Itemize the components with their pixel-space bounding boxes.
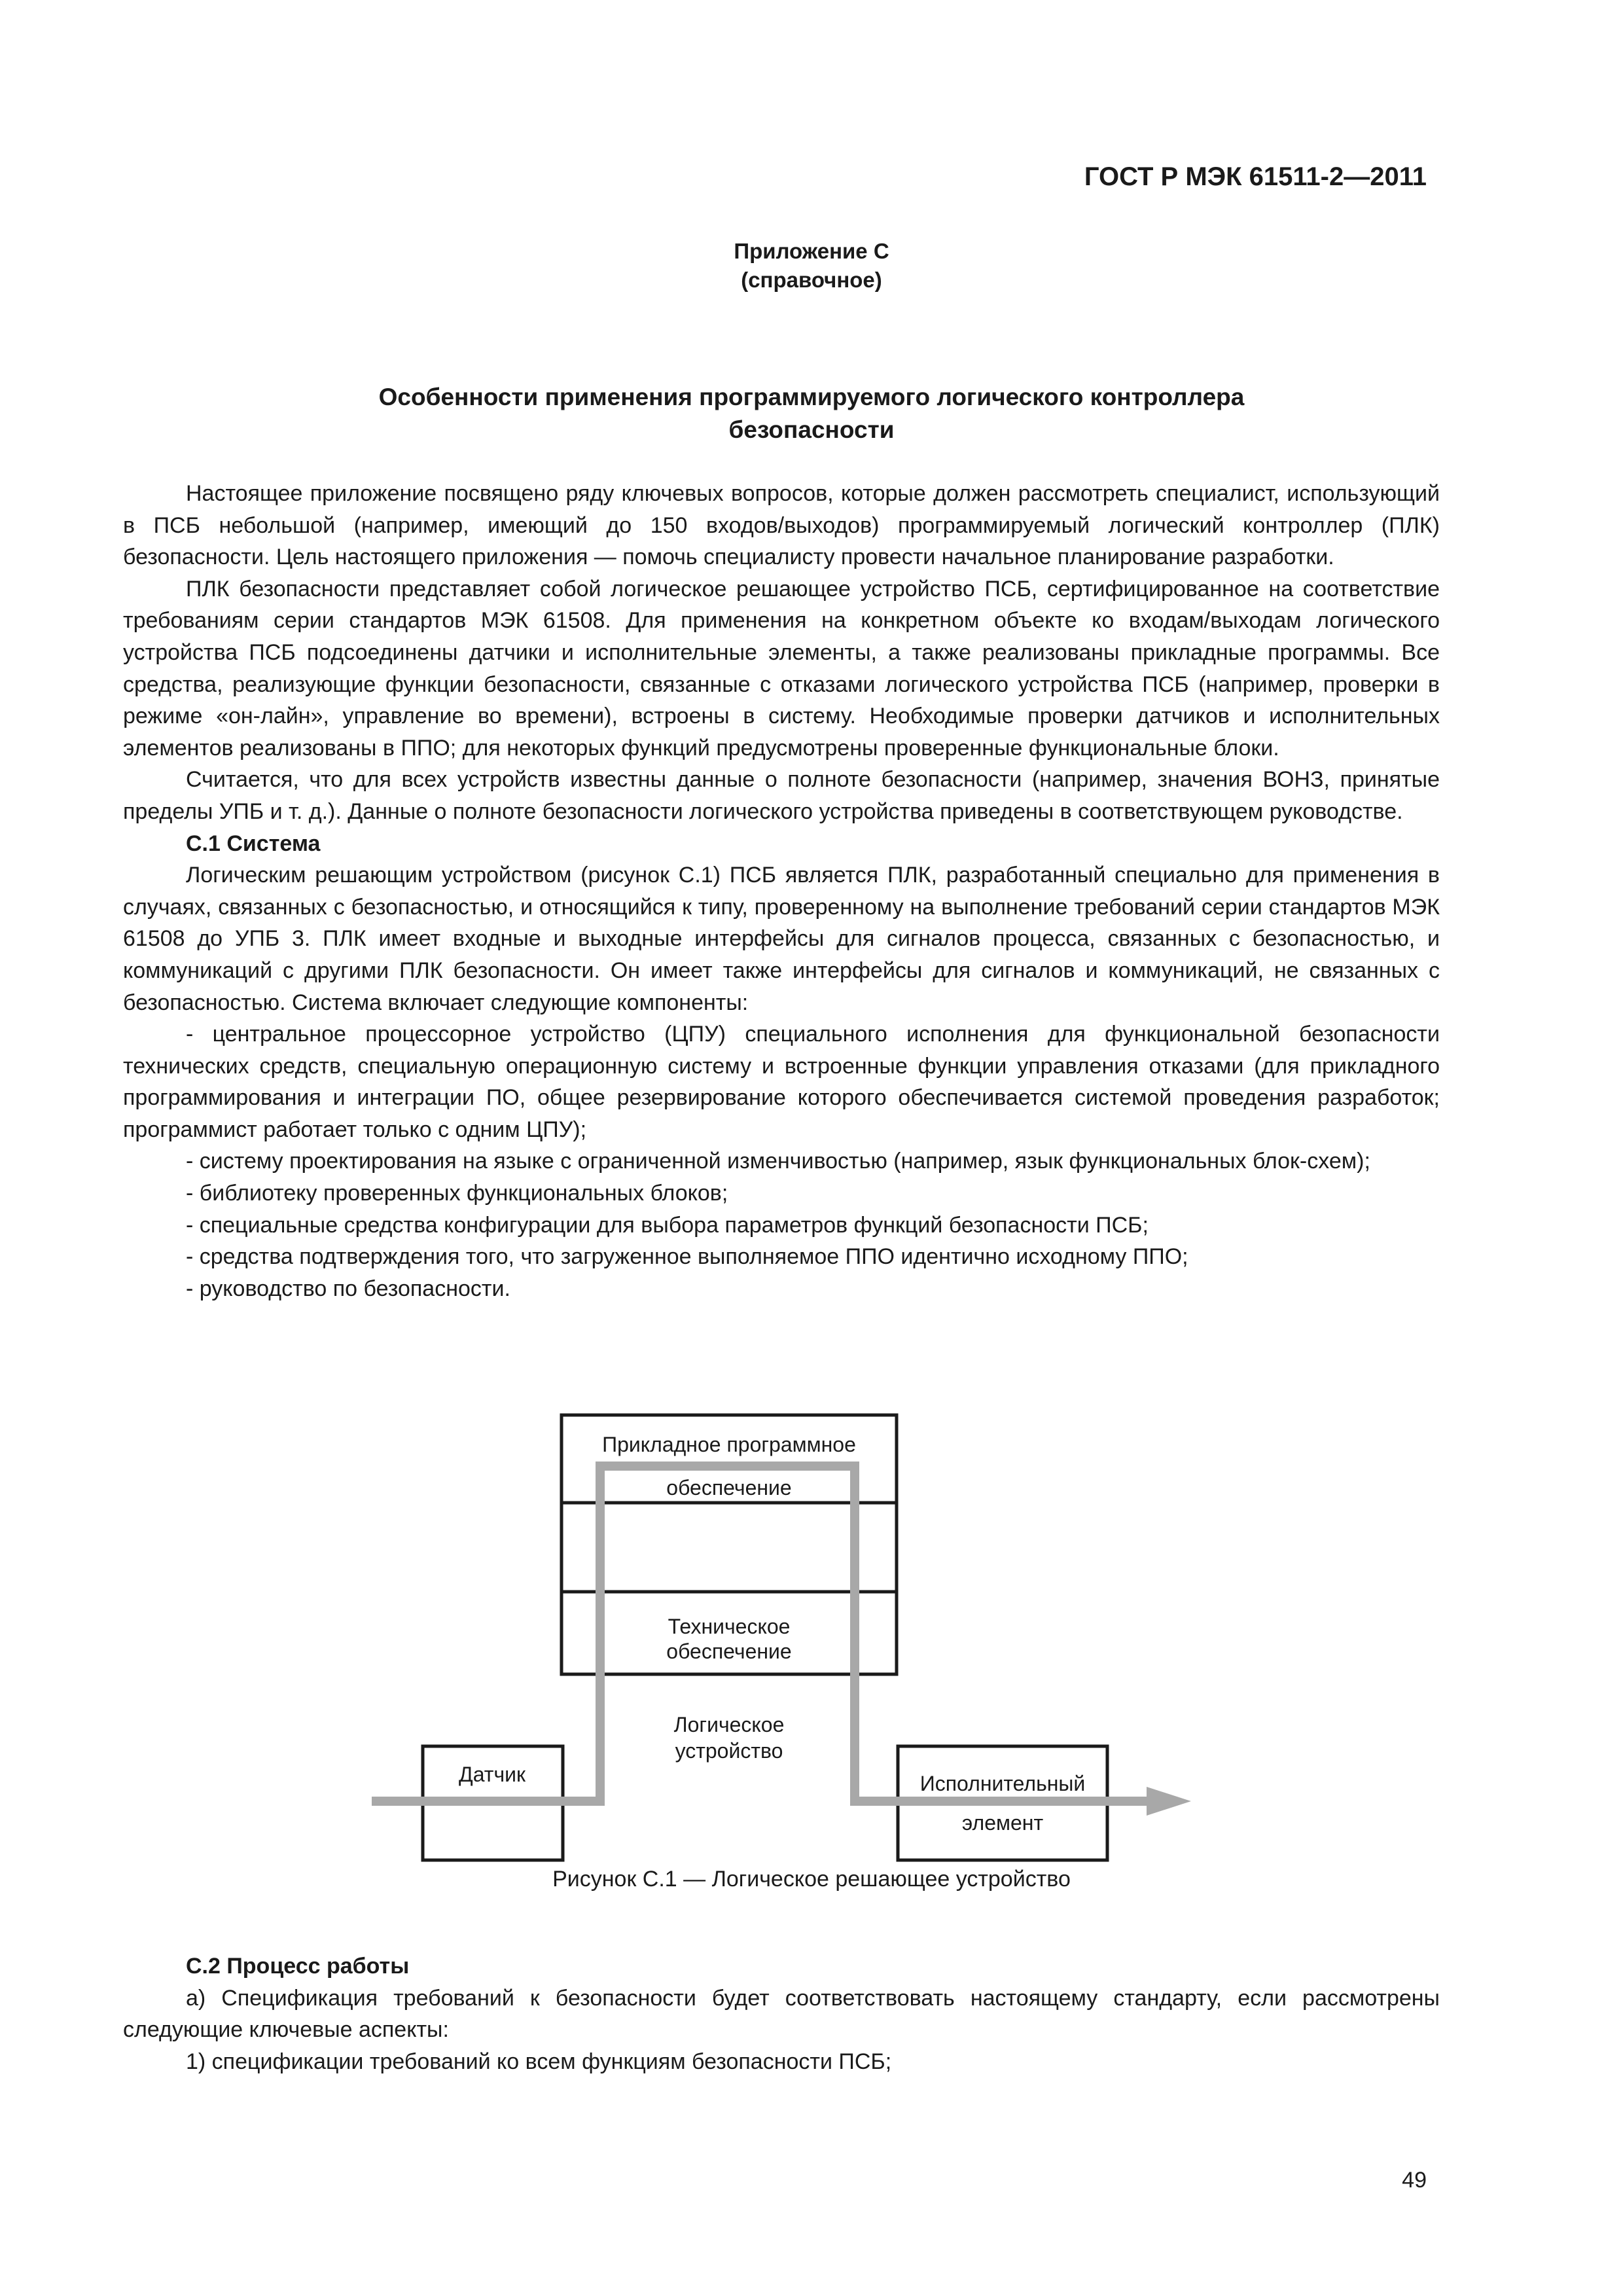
arrow-head-icon	[1147, 1787, 1191, 1816]
figure-caption: Рисунок С.1 — Логическое решающее устройство	[552, 1867, 1071, 1892]
list-item: а) Спецификация требований к безопасности будет соответствовать настоящему стандарту, если рассмотрены следующие ключевые аспекты:	[123, 1985, 1440, 2043]
paragraph: Настоящее приложение посвящено ряду ключевых вопросов, которые должен рассмотреть специалист, использующий в ПСБ небольшой (например, имеющий до 150 входов/выходов) программируемый логический контроллер (ПЛК) безопасности. Цель настоящего приложения — помочь специалисту провести начальное планирование разработки.	[123, 481, 1440, 570]
list-item: 1) спецификации требований ко всем функциям безопасности ПСБ;	[186, 2049, 892, 2074]
label-hardware-2: обеспечение	[666, 1640, 792, 1663]
paragraph: Считается, что для всех устройств известны данные о полноте безопасности (например, значения ВОНЗ, принятые пределы УПБ и т. д.). Данные о полноте безопасности логического устройства приведены в соответствующем руководстве.	[123, 767, 1440, 824]
section-heading: С.2 Процесс работы	[186, 1954, 410, 1979]
list-item: - систему проектирования на языке с ограниченной изменчивостью (например, язык функциональных блок-схем);	[186, 1149, 1370, 1174]
label-sensor: Датчик	[459, 1763, 526, 1786]
label-application-software-2: обеспечение	[666, 1476, 792, 1499]
list-item: - библиотеку проверенных функциональных блоков;	[186, 1181, 728, 1206]
appendix-title-line1: Особенности применения программируемого логического контроллера	[378, 384, 1245, 410]
section2-text	[123, 1950, 1440, 2077]
paragraph: ПЛК безопасности представляет собой логическое решающее устройство ПСБ, сертифицированное на соответствие требованиям серии стандартов МЭК 61508. Для применения на конкретном объекте ко входам/выходам логического устройства ПСБ подсоединены датчики и исполнительные элементы, а также реализованы прикладные программы. Все средства, реализующие функции безопасности, связанные с отказами логического устройства ПСБ (например, проверки в режиме «он-лайн», управление во времени), встроены в систему. Необходимые проверки датчиков и исполнительных элементов реализованы в ППО; для некоторых функций предусмотрены проверенные функциональные блоки.	[123, 576, 1440, 761]
list-item: - средства подтверждения того, что загруженное выполняемое ППО идентично исходному ППО;	[186, 1244, 1188, 1270]
logic-solver-diagram	[0, 1401, 1623, 1835]
label-actuator-1: Исполнительный	[919, 1772, 1086, 1795]
standard-number: ГОСТ Р МЭК 61511-2—2011	[1084, 162, 1427, 191]
label-application-software-1: Прикладное программное	[602, 1433, 856, 1456]
label-hardware-1: Техническое	[668, 1615, 791, 1638]
appendix-label: Приложение С	[734, 239, 889, 263]
list-item: - специальные средства конфигурации для выбора параметров функций безопасности ПСБ;	[186, 1212, 1149, 1238]
appendix-title-line2: безопасности	[728, 416, 895, 443]
appendix-kind: (справочное)	[741, 268, 882, 292]
list-item: - руководство по безопасности.	[186, 1276, 510, 1301]
label-logic-solver-2: устройство	[675, 1739, 783, 1763]
label-actuator-2: элемент	[961, 1811, 1044, 1835]
page-number: 49	[1402, 2168, 1427, 2193]
label-logic-solver-1: Логическое	[673, 1713, 785, 1736]
body-text	[123, 478, 1440, 1304]
list-item: - центральное процессорное устройство (ЦПУ) специального исполнения для функциональной безопасности технических средств, специальную операционную систему и встроенные функции управления отказами (для прикладного программирования и интеграции ПО, общее резервирование которого обеспечивается системой проведения разработок; программист работает только с одним ЦПУ);	[123, 1022, 1440, 1142]
section-heading: С.1 Система	[186, 831, 321, 856]
paragraph: Логическим решающим устройством (рисунок С.1) ПСБ является ПЛК, разработанный специально для применения в случаях, связанных с безопасностью, и относящийся к типу, проверенному на выполнение требований серии стандартов МЭК 61508 до УПБ 3. ПЛК имеет входные и выходные интерфейсы для сигналов процесса, связанных с безопасностью, и коммуникаций с другими ПЛК безопасности. Он имеет также интерфейсы для сигналов и коммуникаций, не связанных с безопасностью. Система включает следующие компоненты:	[123, 863, 1440, 1015]
